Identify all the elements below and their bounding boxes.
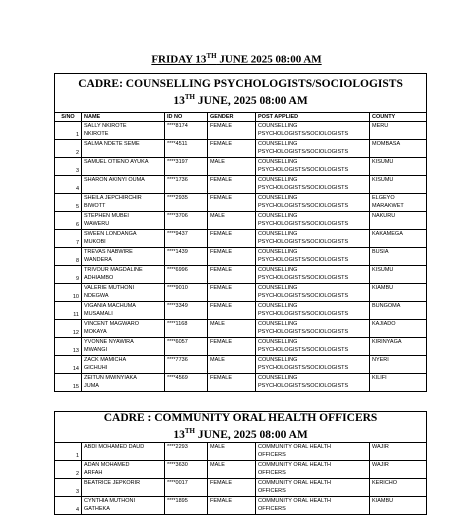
post-line: COMMUNITY ORAL HEALTH (258, 461, 331, 468)
row-sno: 4 (55, 176, 82, 194)
row-county: KIAMBU (370, 284, 427, 302)
row-id: ****3349 (165, 302, 208, 320)
row-county: MOMBASA (370, 140, 427, 158)
row-id: ****1895 (165, 496, 208, 514)
col-header-sno: S/NO (55, 113, 82, 122)
row-id: ****1736 (165, 176, 208, 194)
name-line: ZEITUN MWINYIAKA (84, 375, 137, 381)
row-id: ****3630 (165, 460, 208, 478)
row-id: ****0017 (165, 478, 208, 496)
table-row (55, 442, 427, 460)
row-post (256, 338, 370, 356)
name-line: CYNTHIA MUTHONI (84, 497, 136, 504)
row-gender: MALE (208, 356, 256, 374)
row-id: ****8174 (165, 122, 208, 140)
post-line: COUNSELLING (258, 375, 298, 381)
name-line: GICHUHI (84, 365, 108, 371)
table-row (55, 212, 427, 230)
row-name (82, 122, 165, 140)
row-gender: FEMALE (208, 122, 256, 140)
row-name (82, 302, 165, 320)
row-name (82, 212, 165, 230)
table-row (55, 266, 427, 284)
row-id: ****1168 (165, 320, 208, 338)
post-line: PSYCHOLOGISTS/SOCIOLOGISTS (258, 383, 349, 389)
post-line: COUNSELLING (258, 285, 298, 291)
row-sno: 6 (55, 212, 82, 230)
row-post (256, 248, 370, 266)
row-name (82, 320, 165, 338)
col-header-gender: GENDER (208, 113, 256, 122)
table-row (55, 122, 427, 140)
row-sno: 3 (55, 478, 82, 496)
row-county: NAKURU (370, 212, 427, 230)
row-name (82, 230, 165, 248)
post-line: PSYCHOLOGISTS/SOCIOLOGISTS (258, 311, 349, 317)
row-name (82, 140, 165, 158)
row-id: ****9010 (165, 284, 208, 302)
row-county: MERU (370, 122, 427, 140)
row-name (82, 442, 165, 460)
row-county: KILIFI (370, 374, 427, 392)
name-line: WAWERU (84, 221, 110, 227)
row-post (256, 176, 370, 194)
post-line: COMMUNITY ORAL HEALTH (258, 479, 331, 486)
row-county: ELGEYO MARAKWET (370, 194, 427, 212)
cadre-header (55, 412, 427, 443)
cadre-header (55, 74, 427, 113)
col-header-id: ID NO (165, 113, 208, 122)
row-sno: 11 (55, 302, 82, 320)
row-gender: FEMALE (208, 230, 256, 248)
row-sno: 8 (55, 248, 82, 266)
row-name (82, 158, 165, 176)
row-name (82, 496, 165, 514)
row-post (256, 320, 370, 338)
row-name (82, 176, 165, 194)
post-line: PSYCHOLOGISTS/SOCIOLOGISTS (258, 149, 349, 155)
name-line: ARFAH (84, 469, 103, 476)
name-line: ZACK MAMICHA (84, 357, 127, 363)
name-line: SAMUEL OTIENO AYUKA (84, 159, 149, 165)
col-header-county: COUNTY (370, 113, 427, 122)
row-post (256, 212, 370, 230)
post-line: COUNSELLING (258, 249, 298, 255)
table-row (55, 338, 427, 356)
table-row (55, 194, 427, 212)
name-line: MOKAYA (84, 329, 107, 335)
row-county: WAJIR (370, 442, 427, 460)
row-post (256, 122, 370, 140)
post-line: OFFICERS (258, 505, 286, 512)
row-name (82, 374, 165, 392)
table-row (55, 478, 427, 496)
table-row (55, 460, 427, 478)
post-line: COUNSELLING (258, 141, 298, 147)
post-line: COUNSELLING (258, 303, 298, 309)
row-gender: FEMALE (208, 248, 256, 266)
row-gender: FEMALE (208, 176, 256, 194)
row-county: KAKAMEGA (370, 230, 427, 248)
table-row (55, 230, 427, 248)
row-gender: FEMALE (208, 266, 256, 284)
row-id: ****6057 (165, 338, 208, 356)
row-county: NYERI (370, 356, 427, 374)
name-line: VINCENT MAGWARO (84, 321, 140, 327)
page-title: FRIDAY 13TH JUNE 2025 08:00 AM (151, 52, 322, 66)
name-line: MUKOBI (84, 239, 106, 245)
name-line: MWANGI (84, 347, 108, 353)
table-row (55, 302, 427, 320)
table-row (55, 356, 427, 374)
row-sno: 2 (55, 460, 82, 478)
cadre-table-oral-health (54, 411, 427, 515)
row-gender: MALE (208, 158, 256, 176)
row-county: KIRINYAGA (370, 338, 427, 356)
row-county: KAJIADO (370, 320, 427, 338)
post-line: PSYCHOLOGISTS/SOCIOLOGISTS (258, 203, 349, 209)
row-post (256, 158, 370, 176)
row-name (82, 478, 165, 496)
cadre-title: CADRE : COMMUNITY ORAL HEALTH OFFICERS (103, 412, 378, 424)
post-line: COUNSELLING (258, 123, 298, 129)
row-sno: 9 (55, 266, 82, 284)
row-post (256, 302, 370, 320)
name-line: NDEGWA (84, 293, 109, 299)
name-line: SALMA NDETE SEME (84, 141, 140, 147)
post-line: COMMUNITY ORAL HEALTH (258, 497, 331, 504)
name-line: ADHIAMBO (84, 275, 114, 281)
row-gender: FEMALE (208, 478, 256, 496)
cadre-title: CADRE: COUNSELLING PSYCHOLOGISTS/SOCIOLOGISTS (78, 78, 403, 91)
post-line: OFFICERS (258, 487, 286, 494)
row-id: ****1439 (165, 248, 208, 266)
post-line: COUNSELLING (258, 321, 298, 327)
row-post (256, 442, 370, 460)
row-id: ****7736 (165, 356, 208, 374)
row-county: BUNGOMA (370, 302, 427, 320)
table-row (55, 320, 427, 338)
row-sno: 12 (55, 320, 82, 338)
row-county: KISUMU (370, 176, 427, 194)
row-id: ****4569 (165, 374, 208, 392)
row-name (82, 356, 165, 374)
row-sno: 3 (55, 158, 82, 176)
row-id: ****4511 (165, 140, 208, 158)
row-id: ****6996 (165, 266, 208, 284)
cadre-date: 13TH JUNE, 2025 08:00 AM (173, 427, 308, 441)
name-line: VIGANIA MACHUMA (84, 303, 136, 309)
post-line: PSYCHOLOGISTS/SOCIOLOGISTS (258, 347, 349, 353)
name-line: TREVAS NABWIRE (84, 249, 133, 255)
row-name (82, 266, 165, 284)
row-post (256, 284, 370, 302)
row-sno: 7 (55, 230, 82, 248)
post-line: PSYCHOLOGISTS/SOCIOLOGISTS (258, 275, 349, 281)
name-line: VALERIE MUTHONI (84, 285, 135, 291)
post-line: COUNSELLING (258, 267, 298, 273)
name-line: SALLY NKIROTE (84, 123, 127, 129)
table-row (55, 284, 427, 302)
row-gender: FEMALE (208, 194, 256, 212)
row-gender: FEMALE (208, 302, 256, 320)
post-line: COUNSELLING (258, 357, 298, 363)
name-line: MUSAMALI (84, 311, 113, 317)
table-row (55, 374, 427, 392)
post-line: PSYCHOLOGISTS/SOCIOLOGISTS (258, 239, 349, 245)
row-county: KISUMU (370, 158, 427, 176)
row-gender: FEMALE (208, 496, 256, 514)
name-line: JUMA (84, 383, 99, 389)
name-line: ABDI MOHAMED DAUD (84, 443, 145, 450)
post-line: PSYCHOLOGISTS/SOCIOLOGISTS (258, 293, 349, 299)
post-line: COUNSELLING (258, 213, 298, 219)
row-sno: 2 (55, 140, 82, 158)
post-line: COMMUNITY ORAL HEALTH (258, 443, 331, 450)
table-row (55, 176, 427, 194)
row-id: ****9437 (165, 230, 208, 248)
col-header-name: NAME (82, 113, 165, 122)
row-sno: 1 (55, 122, 82, 140)
row-gender: MALE (208, 442, 256, 460)
row-gender: MALE (208, 212, 256, 230)
post-line: PSYCHOLOGISTS/SOCIOLOGISTS (258, 221, 349, 227)
row-sno: 14 (55, 356, 82, 374)
row-id: ****3197 (165, 158, 208, 176)
post-line: PSYCHOLOGISTS/SOCIOLOGISTS (258, 329, 349, 335)
post-line: OFFICERS (258, 469, 286, 476)
row-gender: MALE (208, 460, 256, 478)
row-gender: FEMALE (208, 338, 256, 356)
name-line: ADAN MOHAMED (84, 461, 130, 468)
row-post (256, 140, 370, 158)
row-post (256, 460, 370, 478)
col-header-post: POST APPLIED (256, 113, 370, 122)
cadre-date: 13TH JUNE, 2025 08:00 AM (173, 93, 308, 107)
row-county: BUSIA (370, 248, 427, 266)
name-line: WANDERA (84, 257, 112, 263)
row-post (256, 478, 370, 496)
row-id: ****3706 (165, 212, 208, 230)
row-name (82, 460, 165, 478)
row-post (256, 194, 370, 212)
post-line: COUNSELLING (258, 195, 298, 201)
table-row (55, 158, 427, 176)
table-row (55, 140, 427, 158)
row-sno: 15 (55, 374, 82, 392)
row-county: KERICHO (370, 478, 427, 496)
post-line: PSYCHOLOGISTS/SOCIOLOGISTS (258, 365, 349, 371)
post-line: PSYCHOLOGISTS/SOCIOLOGISTS (258, 257, 349, 263)
post-line: COUNSELLING (258, 231, 298, 237)
row-county: WAJIR (370, 460, 427, 478)
name-line: YVONNE NYAWIRA (84, 339, 134, 345)
row-gender: FEMALE (208, 284, 256, 302)
cadre-table-counselling (54, 73, 427, 392)
row-post (256, 374, 370, 392)
post-line: OFFICERS (258, 451, 286, 458)
row-gender: MALE (208, 320, 256, 338)
name-line: TRIVOUR MAGDALINE (84, 267, 143, 273)
post-line: COUNSELLING (258, 159, 298, 165)
row-post (256, 266, 370, 284)
row-post (256, 496, 370, 514)
name-line: BEATRICE JEPKORIR (84, 479, 141, 486)
name-line: STEPHEN MUBEI (84, 213, 129, 219)
table-row (55, 496, 427, 514)
row-gender: FEMALE (208, 374, 256, 392)
post-line: PSYCHOLOGISTS/SOCIOLOGISTS (258, 131, 349, 137)
row-sno: 13 (55, 338, 82, 356)
row-gender: FEMALE (208, 140, 256, 158)
post-line: COUNSELLING (258, 177, 298, 183)
name-line: BIWOTT (84, 203, 106, 209)
name-line: SWEEN LONDANGA (84, 231, 137, 237)
post-line: PSYCHOLOGISTS/SOCIOLOGISTS (258, 167, 349, 173)
row-name (82, 248, 165, 266)
row-name (82, 284, 165, 302)
row-county: KIAMBU (370, 496, 427, 514)
name-line: SHARON AKINYI OUMA (84, 177, 145, 183)
row-sno: 1 (55, 442, 82, 460)
row-id: ****2935 (165, 194, 208, 212)
row-sno: 10 (55, 284, 82, 302)
row-name (82, 194, 165, 212)
name-line: GATHEKA (84, 505, 110, 512)
row-sno: 5 (55, 194, 82, 212)
row-county: KISUMU (370, 266, 427, 284)
post-line: COUNSELLING (258, 339, 298, 345)
row-post (256, 230, 370, 248)
table-row (55, 248, 427, 266)
post-line: PSYCHOLOGISTS/SOCIOLOGISTS (258, 185, 349, 191)
row-name (82, 338, 165, 356)
name-line: NKIROTE (84, 131, 109, 137)
name-line: SHEILA JEPCHIRCHIR (84, 195, 142, 201)
row-id: ****2293 (165, 442, 208, 460)
row-post (256, 356, 370, 374)
row-sno: 4 (55, 496, 82, 514)
